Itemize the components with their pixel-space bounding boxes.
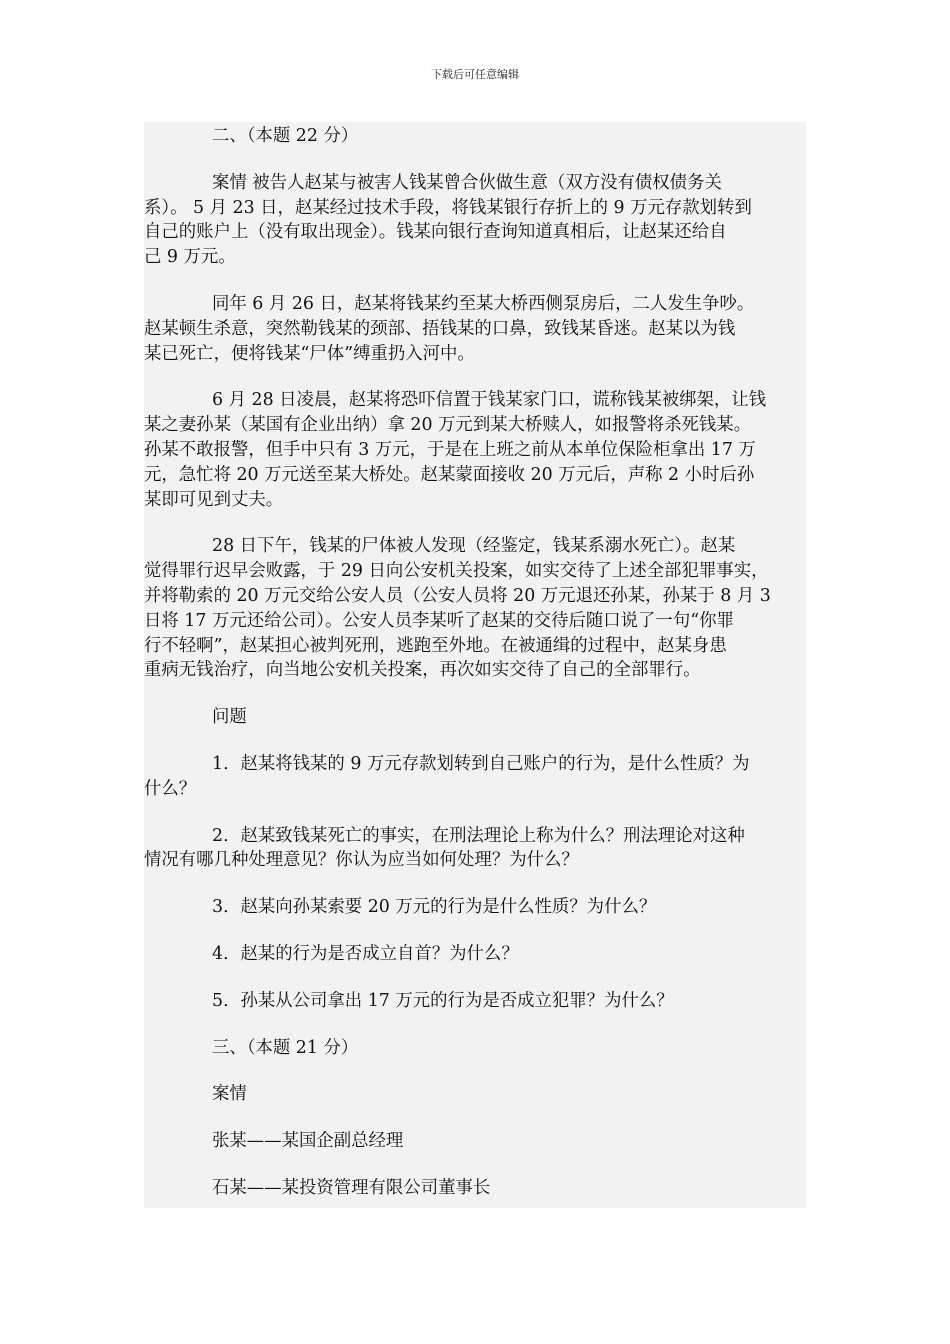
text-line: 己 9 万元。 — [144, 247, 236, 268]
paragraph-s2-q2 — [144, 824, 806, 874]
paragraph-s2-case-p4 — [144, 534, 806, 683]
paragraph-s2-q3 — [144, 895, 806, 920]
paragraph-s2-case-p3 — [144, 388, 806, 512]
text-line: 5．孙某从公司拿出 17 万元的行为是否成立犯罪？为什么？ — [212, 990, 674, 1011]
paragraph-s2-q1 — [144, 752, 806, 802]
text-line: 情况有哪几种处理意见？你认为应当如何处理？为什么？ — [144, 850, 579, 871]
text-line: 某即可见到丈夫。 — [144, 489, 284, 510]
text-line: 日将 17 万元还给公司）。公安人员李某听了赵某的交待后随口说了一句“你罪 — [144, 610, 734, 631]
text-line: 石某——某投资管理有限公司董事长 — [212, 1177, 491, 1198]
text-line: 3．赵某向孙某索要 20 万元的行为是什么性质？为什么？ — [212, 897, 657, 918]
text-line: 元，急忙将 20 万元送至某大桥处。赵某蒙面接收 20 万元后，声称 2 小时后孙 — [144, 464, 755, 485]
text-line: 二、（本题 22 分） — [212, 126, 359, 146]
text-line: 4．赵某的行为是否成立自首？为什么？ — [212, 943, 519, 964]
text-line: 6 月 28 日凌晨，赵某将恐吓信置于钱某家门口，谎称钱某被绑架，让钱 — [212, 390, 767, 411]
text-line: 案情 被告人赵某与被害人钱某曾合伙做生意（双方没有债权债务关 — [212, 172, 722, 193]
text-line: 并将勒索的 20 万元交给公安人员（公安人员将 20 万元退还孙某，孙某于 8 月 3 — [144, 585, 771, 606]
text-line: 案情 — [212, 1084, 247, 1105]
text-line: 2．赵某致钱某死亡的事实，在刑法理论上称为什么？刑法理论对这种 — [212, 825, 745, 846]
text-line: 1．赵某将钱某的 9 万元存款划转到自己账户的行为，是什么性质？为 — [212, 753, 750, 774]
text-line: 行不轻啊”，赵某担心被判死刑，逃跑至外地。在被通缉的过程中，赵某身患 — [144, 635, 727, 656]
document-body — [144, 122, 806, 1208]
paragraph-s3-person-shi — [144, 1176, 806, 1201]
paragraph-s3-person-zhang — [144, 1129, 806, 1154]
paragraph-s3-case-title — [144, 1082, 806, 1107]
text-line: 赵某顿生杀意，突然勒钱某的颈部、捂钱某的口鼻，致钱某昏迷。赵某以为钱 — [144, 318, 736, 339]
text-line: 某之妻孙某（某国有企业出纳）拿 20 万元到某大桥赎人，如报警将杀死钱某。 — [144, 415, 752, 436]
text-line: 觉得罪行迟早会败露，于 29 日向公安机关投案，如实交待了上述全部犯罪事实， — [144, 561, 769, 582]
page-header: 下载后可任意编辑 — [431, 68, 519, 81]
text-line: 自己的账户上（没有取出现金）。钱某向银行查询知道真相后，让赵某还给自 — [144, 222, 727, 243]
text-line: 重病无钱治疗，向当地公安机关投案，再次如实交待了自己的全部罪行。 — [144, 660, 701, 681]
paragraph-s2-case-p2 — [144, 292, 806, 366]
text-line: 什么？ — [144, 778, 197, 799]
text-line: 28 日下午，钱某的尸体被人发现（经鉴定，钱某系溺水死亡）。赵某 — [212, 536, 736, 557]
text-line: 系）。 5 月 23 日，赵某经过技术手段，将钱某银行存折上的 9 万元存款划转到 — [144, 197, 752, 218]
paragraph-s3-title — [144, 1036, 806, 1061]
paragraph-s2-case-p1 — [144, 171, 806, 270]
paragraph-s2-questions-title — [144, 705, 806, 730]
paragraph-s2-q5 — [144, 989, 806, 1014]
text-line: 某已死亡，便将钱某“尸体”缚重扔入河中。 — [144, 343, 475, 364]
text-line: 三、（本题 21 分） — [212, 1037, 359, 1058]
text-line: 同年 6 月 26 日，赵某将钱某约至某大桥西侧泵房后，二人发生争吵。 — [212, 293, 755, 314]
paragraph-s2-title — [144, 124, 806, 149]
paragraph-s2-q4 — [144, 942, 806, 967]
text-line: 孙某不敢报警，但手中只有 3 万元，于是在上班之前从本单位保险柜拿出 17 万 — [144, 439, 756, 460]
text-line: 张某——某国企副总经理 — [212, 1131, 404, 1152]
text-line: 问题 — [212, 707, 247, 728]
